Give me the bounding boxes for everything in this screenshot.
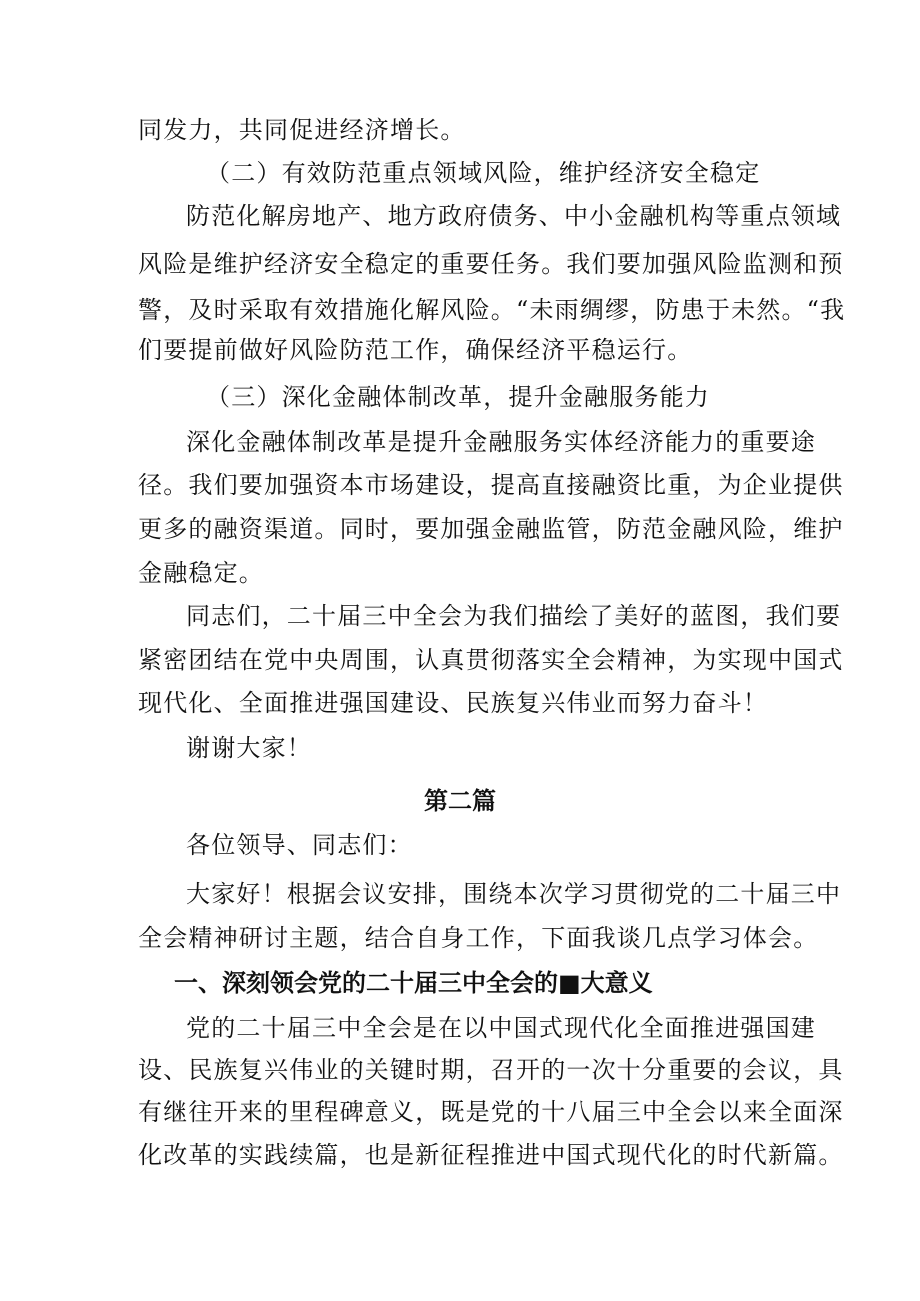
paragraph-line: 设、民族复兴伟业的关键时期，召开的一次十分重要的会议，具 xyxy=(138,1056,844,1084)
paragraph-line: 现代化、全面推进强国建设、民族复兴伟业而努力奋斗！ xyxy=(138,689,768,717)
paragraph-line: 党的二十届三中全会是在以中国式现代化全面推进强国建 xyxy=(186,1014,816,1042)
section-subheading: （三）深化金融体制改革，提升金融服务能力 xyxy=(206,383,710,411)
section-subheading: （二）有效防范重点领域风险，维护经济安全稳定 xyxy=(206,159,761,187)
paragraph-line: 深化金融体制改革是提升金融服务实体经济能力的重要途 xyxy=(186,428,816,456)
paragraph-line: 同志们，二十届三中全会为我们描绘了美好的蓝图，我们要 xyxy=(186,602,842,630)
paragraph-line: 们要提前做好风险防范工作，确保经济平稳运行。 xyxy=(138,336,693,364)
paragraph-line: 化改革的实践续篇，也是新征程推进中国式现代化的时代新篇。 xyxy=(138,1141,844,1169)
chapter-title: 第二篇 xyxy=(424,787,496,815)
paragraph-line: 径。我们要加强资本市场建设，提高直接融资比重，为企业提供 xyxy=(138,471,844,499)
paragraph-line: 大家好！根据会议安排，围绕本次学习贯彻党的二十届三中 xyxy=(186,880,842,908)
paragraph-line: 风险是维护经济安全稳定的重要任务。我们要加强风险监测和预 xyxy=(138,250,844,278)
paragraph-line: 谢谢大家！ xyxy=(186,734,312,762)
paragraph-line: 同发力，共同促进经济增长。 xyxy=(138,116,466,144)
section-heading: 一、深刻领会党的二十届三中全会的■大意义 xyxy=(174,969,653,997)
paragraph-line: 警，及时采取有效措施化解风险。“未雨绸缪，防患于未然。“我 xyxy=(138,296,846,324)
paragraph-line: 全会精神研讨主题，结合自身工作，下面我谈几点学习体会。 xyxy=(138,924,819,952)
paragraph-line: 有继往开来的里程碑意义，既是党的十八届三中全会以来全面深 xyxy=(138,1098,844,1126)
paragraph-line: 金融稳定。 xyxy=(138,559,264,587)
paragraph-line: 更多的融资渠道。同时，要加强金融监管，防范金融风险，维护 xyxy=(138,515,844,543)
salutation: 各位领导、同志们： xyxy=(186,831,413,859)
paragraph-line: 紧密团结在党中央周围，认真贯彻落实全会精神，为实现中国式 xyxy=(138,646,844,674)
paragraph-line: 防范化解房地产、地方政府债务、中小金融机构等重点领域 xyxy=(186,202,842,230)
